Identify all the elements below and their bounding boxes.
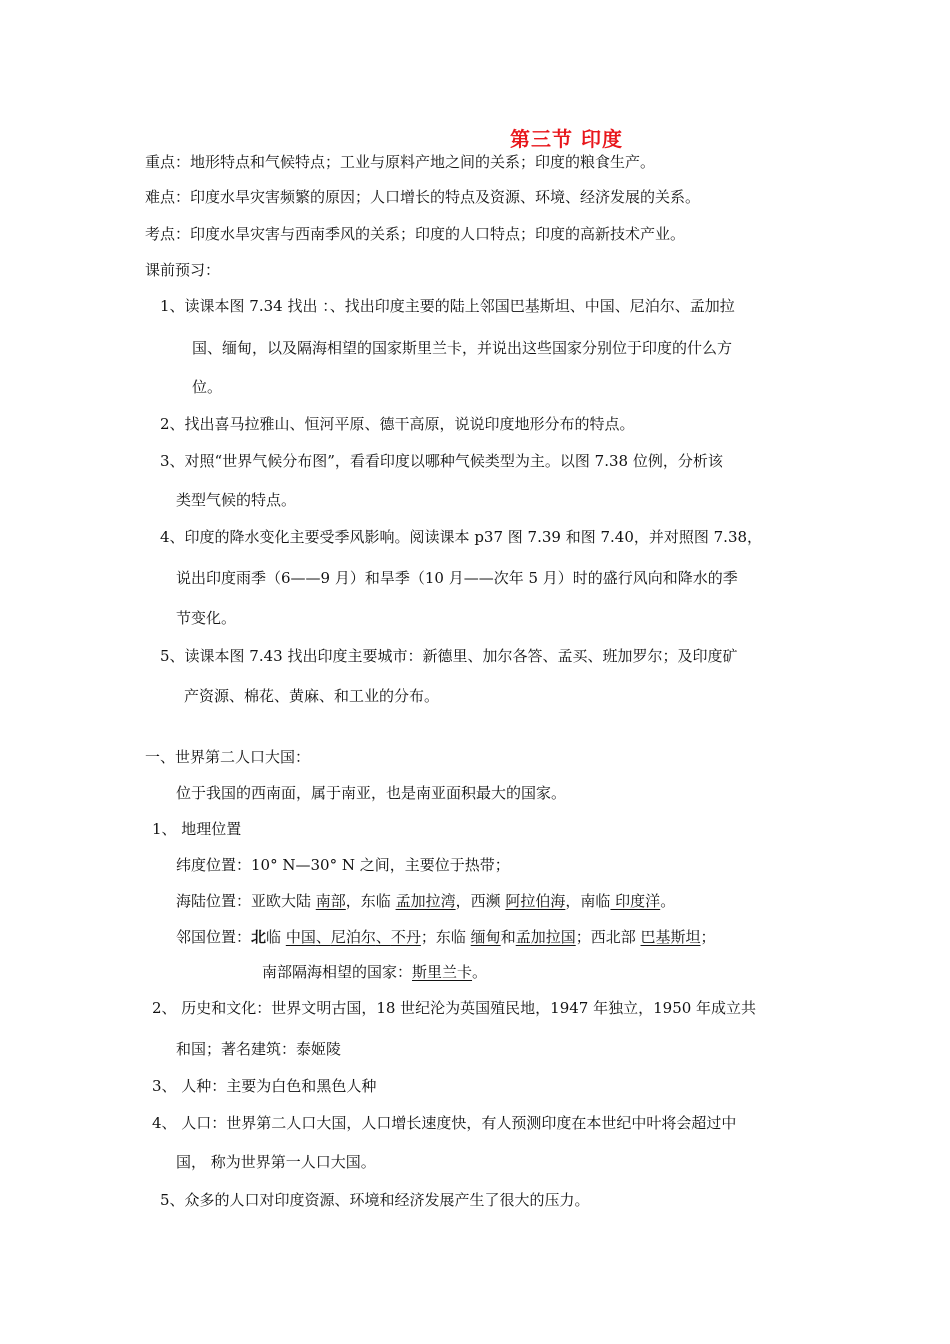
difficult-points-line: 难点：印度水旱灾害频繁的原因；人口增长的特点及资源、环境、经济发展的关系。 (145, 188, 701, 206)
section-intro: 位于我国的西南面，属于南亚，也是南亚面积最大的国家。 (176, 784, 567, 802)
sea-neighbor-answer-sri-lanka: 斯里兰卡 (412, 963, 473, 981)
geo-position-heading: 1、 地理位置 (152, 820, 242, 838)
section-heading: 一、世界第二人口大国： (145, 748, 311, 766)
neighbor-answer-bhutan: 不丹 (390, 928, 421, 946)
page-title: 第三节 印度 (510, 127, 623, 151)
sea-land-text-4: 。 (660, 892, 676, 910)
history-line-2: 和国；著名建筑：泰姬陵 (176, 1040, 342, 1058)
race-line: 3、 人种：主要为白色和黑色人种 (152, 1077, 377, 1095)
key-points-line: 重点：地形特点和气候特点；工业与原料产地之间的关系；印度的粮食生产。 (145, 153, 656, 171)
population-line-1: 4、 人口：世界第二人口大国，人口增长速度快，有人预测印度在本世纪中叶将会超过中 (152, 1114, 737, 1132)
population-line-2: 国， 称为世界第一人口大国。 (176, 1153, 376, 1171)
neighbor-answer-myanmar: 缅甸 (470, 928, 501, 946)
preview-item-5-line-2: 产资源、棉花、黄麻、和工业的分布。 (184, 687, 440, 705)
preview-label: 课前预习： (145, 261, 221, 279)
preview-item-3-line-1: 3、对照“世界气候分布图”，看看印度以哪种气候类型为主。以图 7.38 位例，分析该 (160, 452, 723, 470)
neighbor-answer-nepal: 尼泊尔 (330, 928, 376, 946)
neighbor-sep-1: 、 (315, 928, 331, 946)
neighbor-position (176, 927, 716, 947)
neighbor-answer-china: 中国 (285, 928, 316, 946)
preview-item-2-line-1: 2、找出喜马拉雅山、恒河平原、德干高原，说说印度地形分布的特点。 (160, 415, 635, 433)
neighbor-answer-pakistan: 巴基斯坦 (640, 928, 701, 946)
preview-item-1-line-1: 1、读课本图 7.34 找出 ：、找出印度主要的陆上邻国巴基斯坦、中国、尼泊尔、孟加拉 (160, 297, 735, 315)
neighbor-text-4: ； (700, 928, 716, 946)
neighbor-north-label: 北 (251, 928, 267, 946)
pressure-line: 5、众多的人口对印度资源、环境和经济发展产生了很大的压力。 (160, 1191, 590, 1209)
sea-neighbor-prefix: 南部隔海相望的国家： (262, 963, 413, 981)
neighbor-text-2: 和 (500, 928, 516, 946)
sea-neighbor-text-1: 。 (472, 963, 488, 981)
sea-land-position (176, 891, 675, 911)
sea-land-text-2: ，西濒 (455, 892, 506, 910)
sea-land-answer-arabian-sea: 阿拉伯海 (505, 892, 566, 910)
sea-land-text-3: ，南临 (565, 892, 611, 910)
neighbor-prefix: 邻国位置： (176, 928, 252, 946)
preview-item-3-line-2: 类型气候的特点。 (176, 491, 297, 509)
sea-land-prefix: 海陆位置：亚欧大陆 (176, 892, 316, 910)
preview-item-1-line-2: 国、缅甸，以及隔海相望的国家斯里兰卡，并说出这些国家分别位于印度的什么方 (192, 339, 733, 357)
history-line-1: 2、 历史和文化：世界文明古国，18 世纪沦为英国殖民地，1947 年独立，1950 年成立共 (152, 999, 757, 1017)
neighbor-text-3: ；西北部 (575, 928, 641, 946)
preview-item-1-line-3: 位。 (192, 378, 223, 396)
sea-land-text-1: ，东临 (345, 892, 396, 910)
sea-land-answer-bay-of-bengal: 孟加拉湾 (395, 892, 456, 910)
latitude-position: 纬度位置：10° N—30° N 之间，主要位于热带； (176, 856, 510, 874)
exam-points-line: 考点：印度水旱灾害与西南季风的关系；印度的人口特点；印度的高新技术产业。 (145, 225, 686, 243)
sea-neighbor-position (262, 962, 487, 982)
sea-land-answer-south: 南部 (315, 892, 346, 910)
sea-land-answer-indian-ocean: 印度洋 (610, 892, 661, 910)
neighbor-text-1: ；东临 (420, 928, 471, 946)
neighbor-answer-bangladesh: 孟加拉国 (515, 928, 576, 946)
preview-item-5-line-1: 5、读课本图 7.43 找出印度主要城市：新德里、加尔各答、孟买、班加罗尔；及印度矿 (160, 647, 738, 665)
preview-item-4-line-1: 4、印度的降水变化主要受季风影响。阅读课本 p37 图 7.39 和图 7.40，并对照图 7.38， (160, 528, 763, 546)
neighbor-sep-2: 、 (375, 928, 391, 946)
neighbor-text-0: 临 (266, 928, 286, 946)
preview-item-4-line-3: 节变化。 (176, 609, 237, 627)
preview-item-4-line-2: 说出印度雨季（6——9 月）和旱季（10 月——次年 5 月）时的盛行风向和降水的季 (176, 569, 738, 587)
